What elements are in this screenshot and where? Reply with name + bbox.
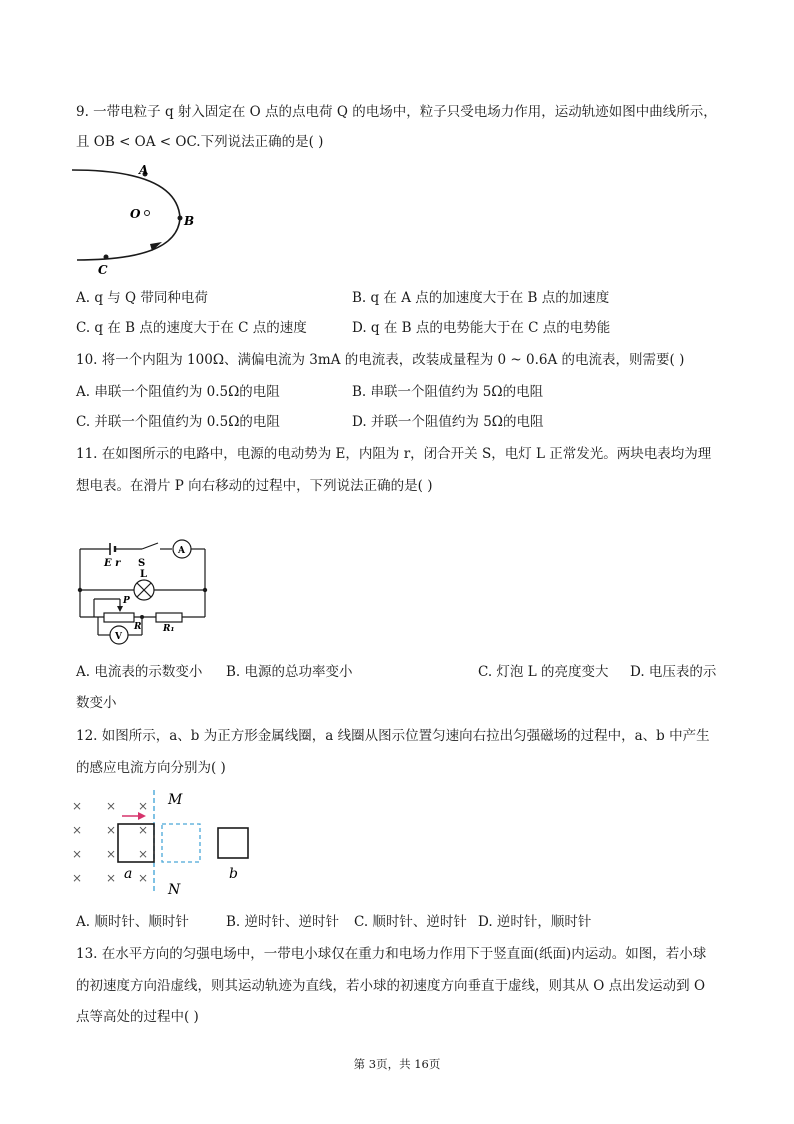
label-a: A [178, 546, 185, 556]
label-r1: R₁ [163, 624, 175, 634]
q10-option-c[interactable]: C. 并联一个阻值约为 0.5Ω的电阻 [76, 414, 280, 430]
q10-option-b[interactable]: B. 串联一个阻值约为 5Ω的电阻 [352, 384, 544, 400]
q9-stem-line2: 且 OB < OA < OC.下列说法正确的是( ) [76, 134, 324, 150]
q12-option-b[interactable]: B. 逆时针、逆时针 [226, 914, 340, 930]
label-er: E r [104, 558, 121, 569]
label-c: C [98, 263, 108, 277]
q11-stem-line1: 11. 在如图所示的电路中，电源的电动势为 E，内阻为 r，闭合开关 S，电灯 L 正常发光。两块电表均为理 [76, 446, 712, 462]
svg-text:×: × [72, 871, 83, 885]
page-footer: 第 3页，共 16页 [353, 1057, 441, 1071]
switch-blade [142, 543, 158, 549]
svg-text:×: × [106, 871, 117, 885]
q11-option-d-continued: 数变小 [76, 695, 117, 711]
svg-text:×: × [138, 847, 149, 861]
svg-text:×: × [72, 847, 83, 861]
label-o: O [130, 207, 141, 221]
q9-option-b[interactable]: B. q 在 A 点的加速度大于在 B 点的加速度 [352, 290, 610, 306]
svg-text:×: × [106, 799, 117, 813]
q12-option-c[interactable]: C. 顺时针、逆时针 [354, 914, 467, 930]
resistor-r1-symbol [156, 613, 182, 622]
coil-a-final-position [162, 824, 200, 862]
point-o [145, 211, 150, 216]
q12-stem-line2: 的感应电流方向分别为( ) [76, 760, 226, 776]
label-p: P [123, 596, 130, 606]
q9-option-a[interactable]: A. q 与 Q 带同种电荷 [76, 290, 208, 306]
trajectory-curve [72, 170, 180, 260]
q12-magnetic-field-figure [68, 786, 258, 900]
q9-stem-line1: 9. 一带电粒子 q 射入固定在 O 点的点电荷 Q 的电场中，粒子只受电场力作用，运动轨迹如图中曲线所示， [76, 104, 717, 120]
q12-option-a[interactable]: A. 顺时针、顺时针 [76, 914, 189, 930]
label-r: R [134, 622, 142, 632]
label-m: M [168, 792, 183, 808]
q9-trajectory-figure [70, 160, 210, 280]
q9-option-c[interactable]: C. q 在 B 点的速度大于在 C 点的速度 [76, 320, 307, 336]
q11-option-b[interactable]: B. 电源的总功率变小 [226, 664, 353, 680]
q12-option-d[interactable]: D. 逆时针，顺时针 [478, 914, 592, 930]
svg-text:×: × [138, 823, 149, 837]
svg-text:×: × [138, 799, 149, 813]
slider-arrow [117, 606, 123, 612]
q11-option-d[interactable]: D. 电压表的示 [630, 664, 717, 680]
q13-stem-line1: 13. 在水平方向的匀强电场中，一带电小球仅在重力和电场力作用下于竖直面(纸面)内运动。如图，若小球 [76, 946, 707, 962]
label-a: a [124, 866, 133, 882]
coil-b [218, 828, 248, 858]
svg-text:×: × [72, 823, 83, 837]
label-l: L [140, 569, 148, 580]
svg-text:×: × [106, 847, 117, 861]
label-a: A [139, 163, 149, 177]
q10-option-d[interactable]: D. 并联一个阻值约为 5Ω的电阻 [352, 414, 544, 430]
q10-option-a[interactable]: A. 串联一个阻值约为 0.5Ω的电阻 [76, 384, 280, 400]
point-b [178, 216, 183, 221]
svg-text:×: × [106, 823, 117, 837]
q11-option-a[interactable]: A. 电流表的示数变小 [76, 664, 203, 680]
q11-circuit-figure [70, 535, 215, 650]
label-s: S [138, 558, 146, 569]
label-b: b [229, 866, 238, 882]
q11-option-c[interactable]: C. 灯泡 L 的亮度变大 [478, 664, 609, 680]
label-b: B [184, 214, 195, 228]
svg-text:×: × [138, 871, 149, 885]
rheostat-symbol [104, 613, 134, 622]
coil-a [118, 824, 154, 862]
q13-stem-line2: 的初速度方向沿虚线，则其运动轨迹为直线，若小球的初速度方向垂直于虚线，则其从 O 点出发运动到 O [76, 978, 706, 994]
label-n: N [168, 882, 181, 898]
field-crosses [72, 799, 148, 885]
q12-stem-line1: 12. 如图所示，a、b 为正方形金属线圈，a 线圈从图示位置匀速向右拉出匀强磁场的过程中，a、b 中产生 [76, 728, 710, 744]
point-c [104, 255, 109, 260]
svg-text:×: × [72, 799, 83, 813]
q10-stem: 10. 将一个内阻为 100Ω、满偏电流为 3mA 的电流表，改装成量程为 0 ~ 0.6A 的电流表，则需要( ) [76, 352, 685, 368]
q13-stem-line3: 点等高处的过程中( ) [76, 1009, 199, 1025]
q9-option-d[interactable]: D. q 在 B 点的电势能大于在 C 点的电势能 [352, 320, 611, 336]
q11-stem-line2: 想电表。在滑片 P 向右移动的过程中，下列说法正确的是( ) [76, 478, 433, 494]
label-v: V [115, 632, 122, 642]
